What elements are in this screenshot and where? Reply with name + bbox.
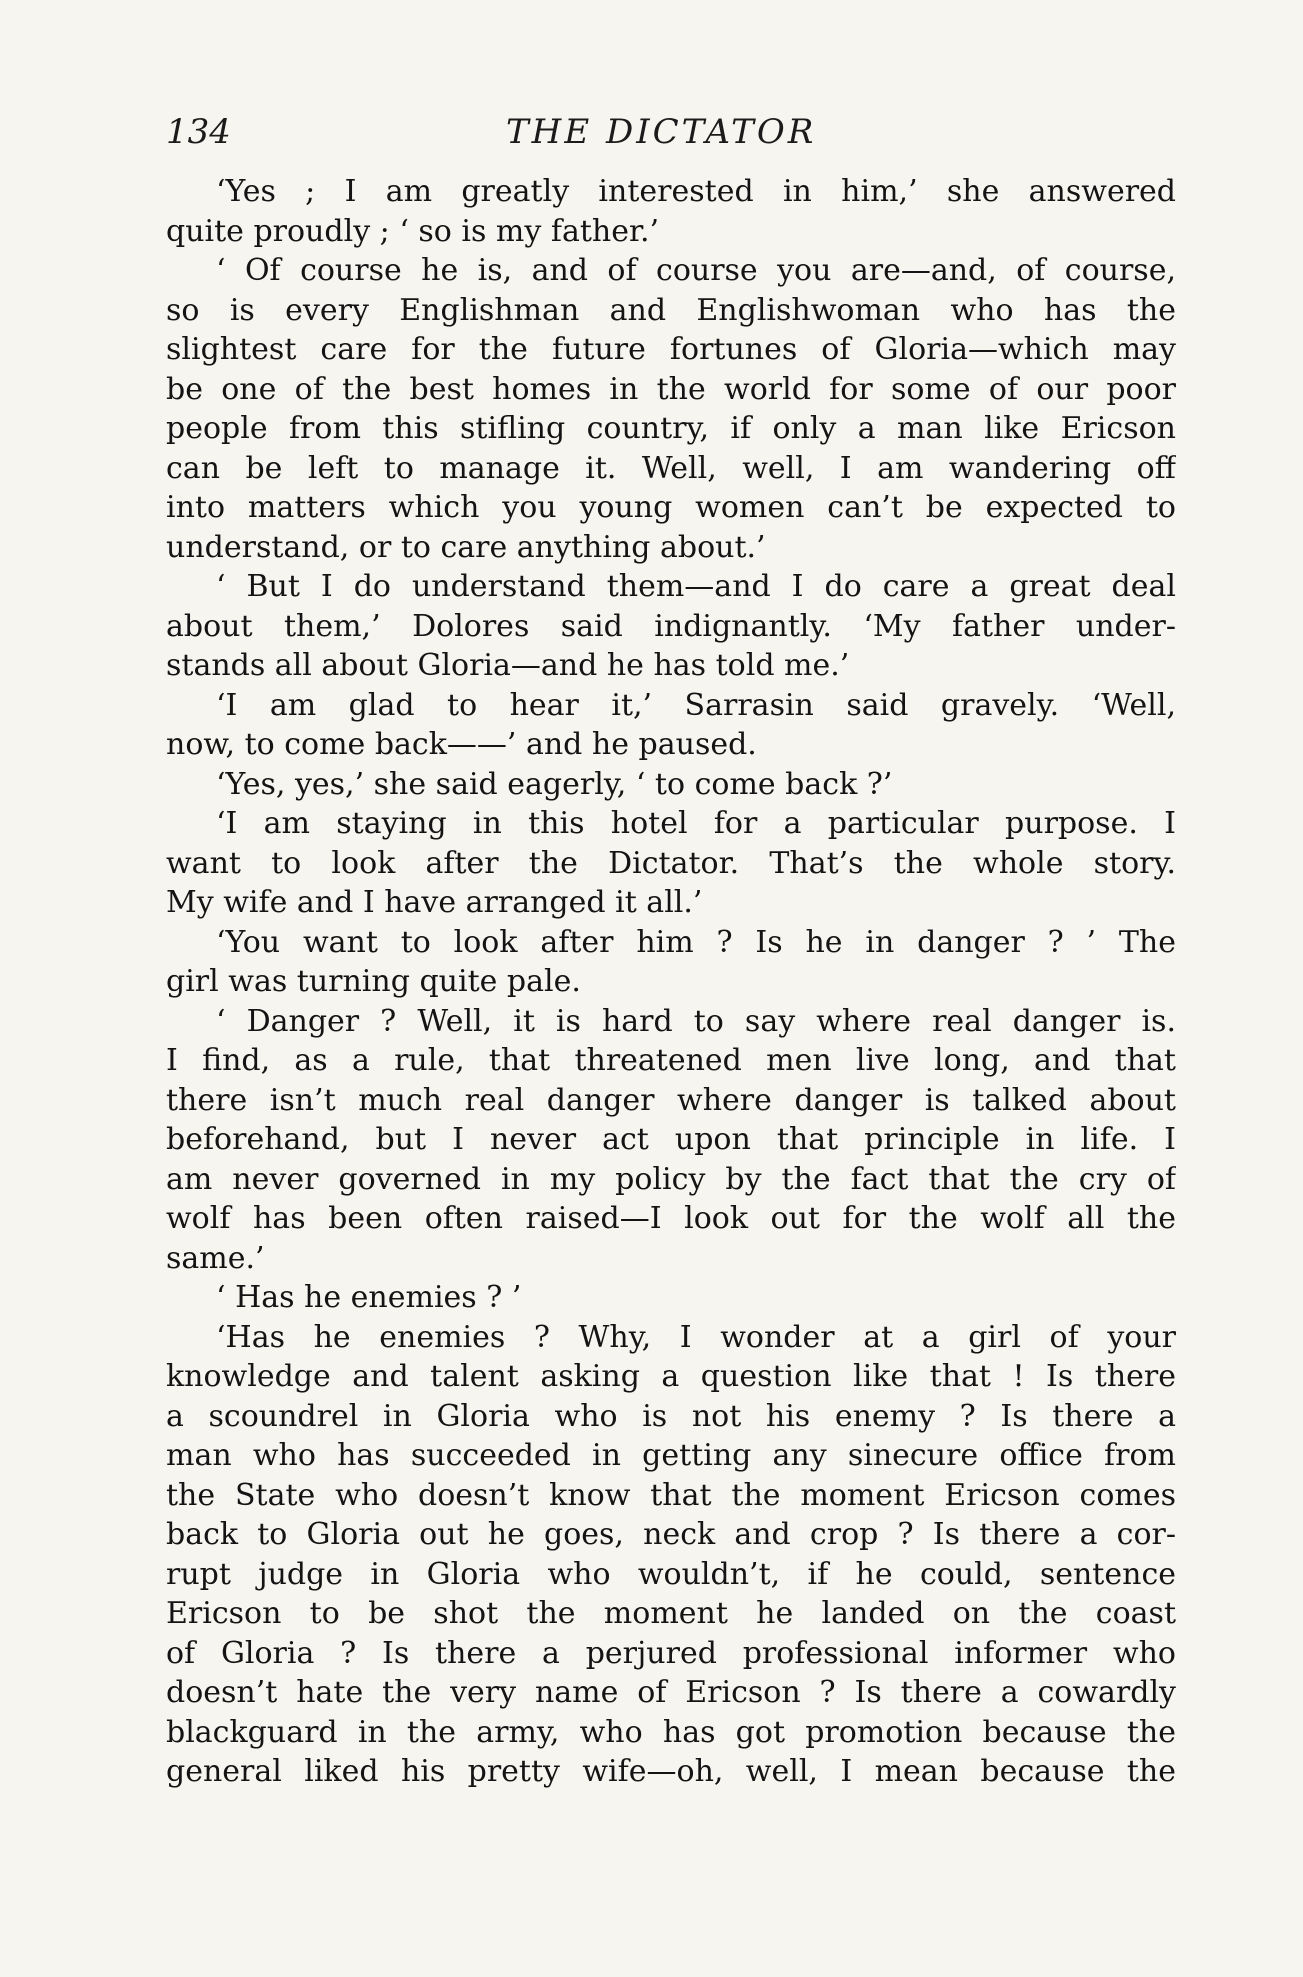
text-line: back to Gloria out he goes, neck and crop ? Is there a cor- — [166, 1517, 1176, 1552]
text-line: beforehand, but I never act upon that principle in life. I — [166, 1122, 1176, 1157]
text-line: want to look after the Dictator. That’s the whole story. — [166, 845, 1176, 881]
text-line: there isn’t much real danger where danger is talked about — [166, 1082, 1176, 1118]
text-line: blackguard in the army, who has got promotion because the — [166, 1714, 1176, 1750]
text-line: doesn’t hate the very name of Ericson ? Is there a cowardly — [166, 1675, 1176, 1710]
text-line: understand, or to care anything about.’ — [166, 529, 766, 565]
page-number: 134 — [166, 112, 231, 152]
text-line: ‘I am glad to hear it,’ Sarrasin said gravely. ‘Well, — [216, 687, 1176, 723]
text-line: Ericson to be shot the moment he landed on the coast — [166, 1596, 1176, 1631]
text-line: so is every Englishman and Englishwoman who has the — [166, 292, 1176, 328]
text-line: ‘ Danger ? Well, it is hard to say where real danger is. — [216, 1003, 1176, 1039]
text-line: can be left to manage it. Well, well, I am wandering off — [166, 450, 1176, 486]
text-line: into matters which you young women can’t be expected to — [166, 490, 1176, 525]
text-line: wolf has been often raised—I look out for the wolf all the — [166, 1201, 1176, 1236]
text-line: ‘ Of course he is, and of course you are—and, of course, — [216, 253, 1176, 288]
text-line: the State who doesn’t know that the moment Ericson comes — [166, 1477, 1176, 1513]
text-line: girl was turning quite pale. — [166, 964, 581, 999]
text-line: ‘ Has he enemies ? ’ — [216, 1280, 522, 1315]
text-line: ‘You want to look after him ? Is he in danger ? ’ The — [216, 924, 1176, 960]
text-line: man who has succeeded in getting any sinecure office from — [166, 1438, 1176, 1473]
text-line: same.’ — [166, 1240, 265, 1276]
text-line: ‘ But I do understand them—and I do care a great deal — [216, 569, 1176, 604]
text-line: of Gloria ? Is there a perjured professional informer who — [166, 1635, 1176, 1671]
text-line: knowledge and talent asking a question like that ! Is there — [166, 1359, 1176, 1394]
text-line: ‘Yes, yes,’ she said eagerly, ‘ to come back ?’ — [216, 766, 893, 802]
running-title: THE DICTATOR — [506, 112, 817, 152]
page-header — [166, 112, 1176, 162]
text-line: ‘Has he enemies ? Why, I wonder at a girl of your — [216, 1319, 1176, 1355]
body-text — [166, 172, 1176, 1792]
text-line: about them,’ Dolores said indignantly. ‘My father under- — [166, 608, 1176, 644]
text-line: now, to come back——’ and he paused. — [166, 727, 757, 762]
text-line: ‘Yes ; I am greatly interested in him,’ she answered — [216, 174, 1176, 209]
text-line: quite proudly ; ‘ so is my father.’ — [166, 213, 660, 249]
text-line: ‘I am staying in this hotel for a particular purpose. I — [216, 806, 1176, 841]
text-line: slightest care for the future fortunes of Gloria—which may — [166, 332, 1176, 367]
text-line: rupt judge in Gloria who wouldn’t, if he could, sentence — [166, 1556, 1176, 1592]
text-line: people from this stifling country, if only a man like Ericson — [166, 411, 1176, 446]
text-line: stands all about Gloria—and he has told me.’ — [166, 648, 850, 683]
text-line: am never governed in my policy by the fact that the cry of — [166, 1161, 1176, 1197]
text-line: I find, as a rule, that threatened men live long, and that — [166, 1043, 1176, 1078]
text-line: a scoundrel in Gloria who is not his enemy ? Is there a — [166, 1398, 1176, 1434]
text-line: be one of the best homes in the world for some of our poor — [166, 371, 1176, 407]
text-line: general liked his pretty wife—oh, well, I mean because the — [166, 1754, 1176, 1789]
text-line: My wife and I have arranged it all.’ — [166, 885, 703, 920]
